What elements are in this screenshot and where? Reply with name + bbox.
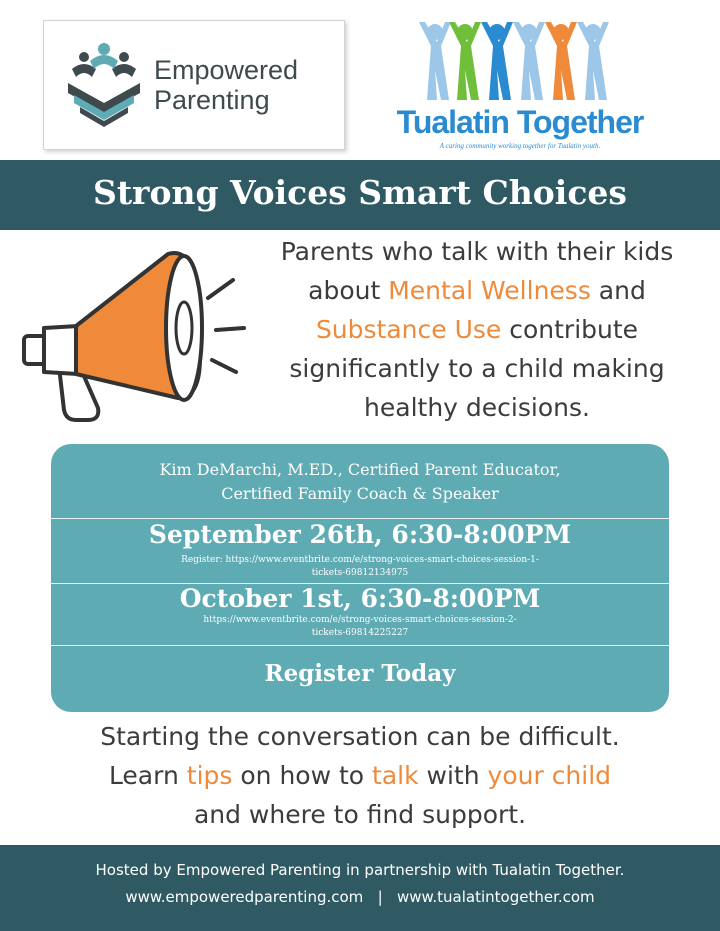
divider	[51, 518, 669, 519]
session-2-link[interactable]	[51, 614, 669, 640]
message-line-2	[242, 271, 712, 310]
highlight-mental-wellness: Mental Wellness	[388, 276, 591, 305]
ep-logo-line1: Empowered	[154, 55, 299, 85]
closing-text: on how to	[232, 761, 373, 790]
register-today[interactable]: Register Today	[264, 660, 456, 687]
presenter-info	[51, 458, 669, 506]
message-text: about	[308, 276, 389, 305]
closing-line-1: Starting the conversation can be difficult.	[100, 722, 620, 751]
closing-text: with	[418, 761, 488, 790]
message-text: contribute	[501, 315, 639, 344]
page-title: Strong Voices Smart Choices	[92, 173, 628, 212]
family-icon	[64, 39, 144, 131]
presenter-line-2: Certified Family Coach & Speaker	[221, 484, 499, 503]
tualatin-together-logo	[375, 18, 665, 153]
closing-line-2	[0, 756, 720, 795]
closing-text: Learn	[108, 761, 187, 790]
footer-links[interactable]: www.empoweredparenting.com | www.tualatintogether.com	[125, 888, 595, 906]
title-band	[0, 160, 720, 230]
tt-logo-name: Tualatin Together	[396, 104, 644, 140]
event-info-box	[51, 444, 669, 712]
closing-line-3: and where to find support.	[193, 800, 527, 829]
session-2-date: October 1st, 6:30-8:00PM	[179, 584, 541, 613]
session-2-link-line-2[interactable]: tickets-69814225227	[311, 628, 409, 638]
closing-message	[0, 717, 720, 834]
empowered-parenting-logo	[43, 20, 345, 150]
message-line-3	[242, 310, 712, 349]
highlight-talk: talk	[372, 761, 419, 790]
tt-logo-tagline: A caring community working together for Tualatin youth.	[439, 142, 601, 150]
message-text: and	[590, 276, 646, 305]
main-message	[242, 232, 712, 427]
session-1-link-line-1[interactable]: Register: https://www.eventbrite.com/e/strong-voices-smart-choices-session-1-	[181, 555, 539, 565]
session-1-link-line-2[interactable]: tickets-69812134975	[311, 568, 409, 578]
highlight-your-child: your child	[487, 761, 612, 790]
message-line-4: significantly to a child making	[289, 354, 665, 383]
message-line-5: healthy decisions.	[364, 393, 590, 422]
highlight-tips: tips	[186, 761, 233, 790]
session-1-link[interactable]	[51, 554, 669, 580]
megaphone-icon	[18, 248, 248, 438]
people-figures-icon	[417, 20, 623, 102]
highlight-substance-use: Substance Use	[315, 315, 502, 344]
session-1-date: September 26th, 6:30-8:00PM	[148, 520, 572, 549]
divider	[51, 645, 669, 646]
footer-hosted-by: Hosted by Empowered Parenting in partnership with Tualatin Together.	[95, 861, 625, 879]
session-2-link-line-1[interactable]: https://www.eventbrite.com/e/strong-voices-smart-choices-session-2-	[203, 615, 517, 625]
footer	[0, 845, 720, 931]
message-line-1: Parents who talk with their kids	[280, 237, 674, 266]
ep-logo-line2: Parenting	[154, 85, 270, 115]
presenter-line-1: Kim DeMarchi, M.ED., Certified Parent Educator,	[159, 460, 561, 479]
